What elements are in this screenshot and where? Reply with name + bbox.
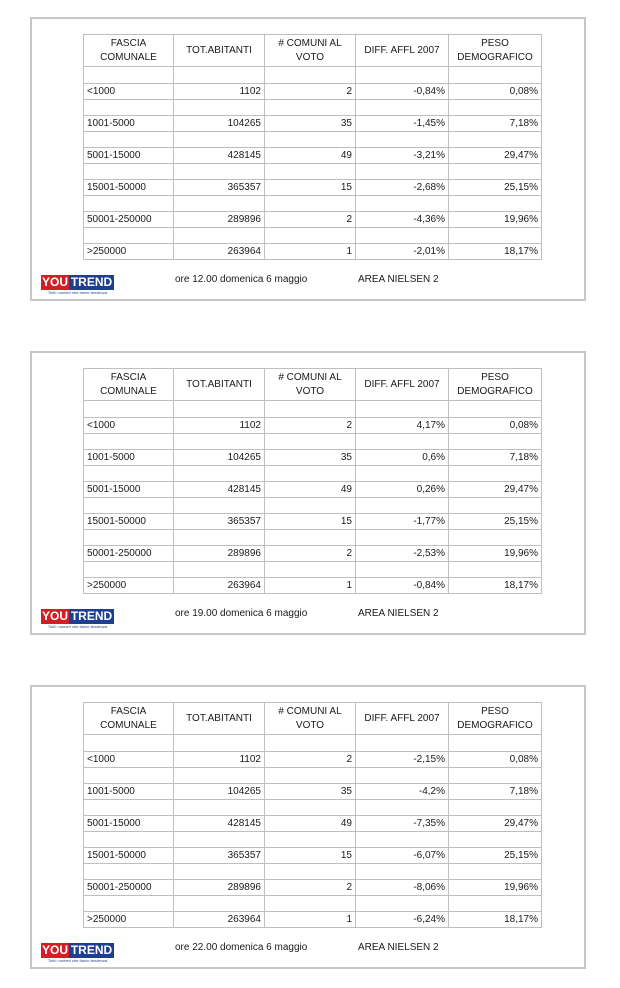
- cell-fascia: 50001-250000: [84, 212, 174, 228]
- table-row: [84, 212, 542, 228]
- table-panel-2200: [30, 685, 586, 969]
- logo-you-text: YOU: [41, 275, 68, 289]
- cell-comuni: 49: [265, 816, 356, 832]
- spacer-cell: [356, 735, 449, 752]
- spacer-cell: [356, 800, 449, 816]
- cell-fascia: 1001-5000: [84, 450, 174, 466]
- cell-fascia: 15001-50000: [84, 514, 174, 530]
- spacer-cell: [84, 434, 174, 450]
- area-label: AREA NIELSEN 2: [358, 942, 439, 953]
- spacer-cell: [449, 530, 542, 546]
- cell-abitanti: 365357: [174, 180, 265, 196]
- spacer-cell: [265, 864, 356, 880]
- spacer-cell: [356, 530, 449, 546]
- cell-fascia: <1000: [84, 84, 174, 100]
- spacer-cell: [174, 530, 265, 546]
- spacer-cell: [265, 164, 356, 180]
- spacer-cell: [449, 864, 542, 880]
- spacer-cell: [265, 530, 356, 546]
- cell-diff: -4,36%: [356, 212, 449, 228]
- table-header-row: [84, 369, 542, 401]
- cell-fascia: >250000: [84, 244, 174, 260]
- youtrend-logo: [41, 275, 114, 296]
- cell-abitanti: 1102: [174, 418, 265, 434]
- spacer-cell: [449, 100, 542, 116]
- col-header-peso: PESO DEMOGRAFICO: [449, 703, 542, 735]
- turnout-table: [83, 368, 542, 594]
- cell-abitanti: 263964: [174, 912, 265, 928]
- table-panel-1200: [30, 17, 586, 301]
- cell-diff: -7,35%: [356, 816, 449, 832]
- cell-comuni: 15: [265, 514, 356, 530]
- cell-peso: 25,15%: [449, 514, 542, 530]
- cell-fascia: 5001-15000: [84, 148, 174, 164]
- spacer-cell: [449, 562, 542, 578]
- cell-comuni: 2: [265, 212, 356, 228]
- spacer-cell: [356, 896, 449, 912]
- spacer-cell: [84, 530, 174, 546]
- spacer-row: [84, 530, 542, 546]
- spacer-row: [84, 196, 542, 212]
- cell-diff: -6,24%: [356, 912, 449, 928]
- cell-diff: 0,6%: [356, 450, 449, 466]
- spacer-cell: [84, 832, 174, 848]
- cell-abitanti: 428145: [174, 148, 265, 164]
- spacer-cell: [265, 401, 356, 418]
- spacer-cell: [449, 800, 542, 816]
- spacer-row: [84, 896, 542, 912]
- cell-abitanti: 289896: [174, 212, 265, 228]
- table-row: [84, 148, 542, 164]
- cell-comuni: 15: [265, 180, 356, 196]
- spacer-cell: [174, 196, 265, 212]
- table-row: [84, 752, 542, 768]
- cell-peso: 19,96%: [449, 546, 542, 562]
- cell-diff: -2,15%: [356, 752, 449, 768]
- area-label: AREA NIELSEN 2: [358, 608, 439, 619]
- col-header-abitanti: TOT.ABITANTI: [174, 35, 265, 67]
- table-row: [84, 450, 542, 466]
- cell-comuni: 1: [265, 244, 356, 260]
- cell-abitanti: 289896: [174, 880, 265, 896]
- spacer-cell: [449, 735, 542, 752]
- turnout-table: [83, 34, 542, 260]
- table-row: [84, 578, 542, 594]
- spacer-row: [84, 832, 542, 848]
- cell-peso: 0,08%: [449, 84, 542, 100]
- spacer-cell: [84, 67, 174, 84]
- table-header-row: [84, 35, 542, 67]
- spacer-cell: [265, 132, 356, 148]
- spacer-cell: [84, 132, 174, 148]
- cell-abitanti: 1102: [174, 84, 265, 100]
- spacer-cell: [174, 832, 265, 848]
- col-header-abitanti: TOT.ABITANTI: [174, 369, 265, 401]
- cell-peso: 0,08%: [449, 418, 542, 434]
- spacer-cell: [356, 864, 449, 880]
- spacer-cell: [449, 67, 542, 84]
- logo-you-text: YOU: [41, 943, 68, 957]
- cell-diff: 0,26%: [356, 482, 449, 498]
- cell-peso: 7,18%: [449, 784, 542, 800]
- col-header-fascia: FASCIA COMUNALE: [84, 703, 174, 735]
- spacer-cell: [174, 67, 265, 84]
- time-label: ore 19.00 domenica 6 maggio: [175, 608, 308, 619]
- youtrend-logo: [41, 609, 114, 630]
- spacer-cell: [356, 498, 449, 514]
- cell-abitanti: 104265: [174, 784, 265, 800]
- spacer-cell: [265, 228, 356, 244]
- col-header-comuni: # COMUNI AL VOTO: [265, 35, 356, 67]
- spacer-cell: [84, 164, 174, 180]
- table-row: [84, 418, 542, 434]
- logo-tagline: Tutti i numeri che fanno tendenza: [41, 958, 114, 964]
- spacer-cell: [449, 196, 542, 212]
- col-header-peso: PESO DEMOGRAFICO: [449, 369, 542, 401]
- cell-peso: 19,96%: [449, 880, 542, 896]
- spacer-cell: [356, 466, 449, 482]
- cell-diff: -6,07%: [356, 848, 449, 864]
- spacer-cell: [174, 228, 265, 244]
- spacer-cell: [265, 67, 356, 84]
- cell-abitanti: 1102: [174, 752, 265, 768]
- cell-fascia: 50001-250000: [84, 880, 174, 896]
- spacer-row: [84, 401, 542, 418]
- spacer-row: [84, 100, 542, 116]
- cell-peso: 0,08%: [449, 752, 542, 768]
- cell-fascia: 5001-15000: [84, 482, 174, 498]
- col-header-comuni: # COMUNI AL VOTO: [265, 703, 356, 735]
- spacer-cell: [84, 735, 174, 752]
- cell-abitanti: 428145: [174, 482, 265, 498]
- cell-comuni: 2: [265, 546, 356, 562]
- cell-peso: 25,15%: [449, 180, 542, 196]
- spacer-cell: [174, 434, 265, 450]
- spacer-cell: [356, 832, 449, 848]
- spacer-cell: [84, 768, 174, 784]
- spacer-cell: [265, 768, 356, 784]
- cell-fascia: 1001-5000: [84, 116, 174, 132]
- spacer-row: [84, 800, 542, 816]
- cell-peso: 18,17%: [449, 244, 542, 260]
- cell-abitanti: 104265: [174, 116, 265, 132]
- cell-fascia: >250000: [84, 912, 174, 928]
- cell-comuni: 35: [265, 784, 356, 800]
- col-header-fascia: FASCIA COMUNALE: [84, 369, 174, 401]
- cell-fascia: 15001-50000: [84, 180, 174, 196]
- area-label: AREA NIELSEN 2: [358, 274, 439, 285]
- spacer-cell: [265, 562, 356, 578]
- spacer-row: [84, 562, 542, 578]
- spacer-cell: [449, 401, 542, 418]
- spacer-cell: [84, 896, 174, 912]
- cell-diff: -2,68%: [356, 180, 449, 196]
- cell-peso: 18,17%: [449, 578, 542, 594]
- cell-fascia: <1000: [84, 752, 174, 768]
- spacer-row: [84, 768, 542, 784]
- cell-abitanti: 365357: [174, 848, 265, 864]
- spacer-cell: [356, 562, 449, 578]
- spacer-cell: [174, 498, 265, 514]
- col-header-diff: DIFF. AFFL 2007: [356, 703, 449, 735]
- cell-diff: -3,21%: [356, 148, 449, 164]
- col-header-fascia: FASCIA COMUNALE: [84, 35, 174, 67]
- spacer-cell: [449, 832, 542, 848]
- spacer-cell: [174, 735, 265, 752]
- spacer-cell: [356, 401, 449, 418]
- spacer-row: [84, 228, 542, 244]
- spacer-cell: [265, 896, 356, 912]
- cell-abitanti: 263964: [174, 244, 265, 260]
- spacer-row: [84, 498, 542, 514]
- cell-diff: -0,84%: [356, 84, 449, 100]
- spacer-cell: [84, 562, 174, 578]
- cell-diff: -1,45%: [356, 116, 449, 132]
- spacer-cell: [356, 768, 449, 784]
- cell-abitanti: 263964: [174, 578, 265, 594]
- cell-diff: -4,2%: [356, 784, 449, 800]
- spacer-cell: [174, 768, 265, 784]
- cell-diff: -0,84%: [356, 578, 449, 594]
- cell-diff: -8,06%: [356, 880, 449, 896]
- spacer-cell: [449, 132, 542, 148]
- spacer-cell: [84, 100, 174, 116]
- cell-peso: 29,47%: [449, 816, 542, 832]
- cell-comuni: 2: [265, 418, 356, 434]
- spacer-row: [84, 735, 542, 752]
- cell-comuni: 1: [265, 912, 356, 928]
- cell-comuni: 49: [265, 148, 356, 164]
- spacer-cell: [265, 434, 356, 450]
- spacer-cell: [84, 401, 174, 418]
- cell-abitanti: 104265: [174, 450, 265, 466]
- table-row: [84, 816, 542, 832]
- logo-trend-text: TREND: [70, 275, 113, 289]
- col-header-comuni: # COMUNI AL VOTO: [265, 369, 356, 401]
- turnout-table: [83, 702, 542, 928]
- cell-peso: 29,47%: [449, 482, 542, 498]
- logo-tagline: Tutti i numeri che fanno tendenza: [41, 290, 114, 296]
- spacer-cell: [356, 100, 449, 116]
- spacer-cell: [174, 401, 265, 418]
- cell-comuni: 49: [265, 482, 356, 498]
- cell-peso: 29,47%: [449, 148, 542, 164]
- cell-peso: 25,15%: [449, 848, 542, 864]
- youtrend-logo: [41, 943, 114, 964]
- cell-diff: -2,01%: [356, 244, 449, 260]
- spacer-cell: [449, 768, 542, 784]
- table-row: [84, 116, 542, 132]
- spacer-row: [84, 434, 542, 450]
- cell-diff: 4,17%: [356, 418, 449, 434]
- cell-fascia: >250000: [84, 578, 174, 594]
- spacer-cell: [265, 100, 356, 116]
- cell-peso: 7,18%: [449, 116, 542, 132]
- cell-comuni: 2: [265, 752, 356, 768]
- spacer-cell: [449, 434, 542, 450]
- spacer-cell: [174, 132, 265, 148]
- spacer-cell: [449, 896, 542, 912]
- cell-abitanti: 289896: [174, 546, 265, 562]
- spacer-cell: [265, 735, 356, 752]
- cell-abitanti: 365357: [174, 514, 265, 530]
- spacer-cell: [265, 498, 356, 514]
- cell-comuni: 35: [265, 116, 356, 132]
- spacer-cell: [356, 228, 449, 244]
- spacer-cell: [449, 164, 542, 180]
- time-label: ore 12.00 domenica 6 maggio: [175, 274, 308, 285]
- spacer-cell: [356, 196, 449, 212]
- cell-fascia: 15001-50000: [84, 848, 174, 864]
- spacer-row: [84, 132, 542, 148]
- logo-tagline: Tutti i numeri che fanno tendenza: [41, 624, 114, 630]
- table-row: [84, 912, 542, 928]
- table-header-row: [84, 703, 542, 735]
- spacer-cell: [356, 164, 449, 180]
- cell-comuni: 2: [265, 84, 356, 100]
- spacer-cell: [84, 864, 174, 880]
- table-row: [84, 180, 542, 196]
- cell-fascia: <1000: [84, 418, 174, 434]
- table-panel-1900: [30, 351, 586, 635]
- logo-trend-text: TREND: [70, 609, 113, 623]
- cell-comuni: 2: [265, 880, 356, 896]
- spacer-cell: [265, 800, 356, 816]
- spacer-row: [84, 864, 542, 880]
- spacer-row: [84, 67, 542, 84]
- cell-peso: 7,18%: [449, 450, 542, 466]
- spacer-cell: [174, 562, 265, 578]
- cell-peso: 19,96%: [449, 212, 542, 228]
- table-row: [84, 546, 542, 562]
- logo-you-text: YOU: [41, 609, 68, 623]
- spacer-row: [84, 466, 542, 482]
- logo-trend-text: TREND: [70, 943, 113, 957]
- spacer-cell: [449, 228, 542, 244]
- col-header-diff: DIFF. AFFL 2007: [356, 369, 449, 401]
- col-header-abitanti: TOT.ABITANTI: [174, 703, 265, 735]
- spacer-cell: [84, 196, 174, 212]
- spacer-cell: [174, 896, 265, 912]
- cell-peso: 18,17%: [449, 912, 542, 928]
- table-row: [84, 514, 542, 530]
- spacer-cell: [174, 100, 265, 116]
- spacer-cell: [449, 498, 542, 514]
- spacer-cell: [174, 800, 265, 816]
- cell-diff: -1,77%: [356, 514, 449, 530]
- spacer-cell: [265, 832, 356, 848]
- spacer-cell: [265, 196, 356, 212]
- spacer-cell: [84, 800, 174, 816]
- table-row: [84, 784, 542, 800]
- table-row: [84, 84, 542, 100]
- spacer-cell: [265, 466, 356, 482]
- table-row: [84, 482, 542, 498]
- spacer-cell: [84, 498, 174, 514]
- spacer-cell: [84, 228, 174, 244]
- cell-comuni: 1: [265, 578, 356, 594]
- col-header-diff: DIFF. AFFL 2007: [356, 35, 449, 67]
- spacer-cell: [174, 864, 265, 880]
- cell-comuni: 15: [265, 848, 356, 864]
- cell-fascia: 5001-15000: [84, 816, 174, 832]
- table-row: [84, 880, 542, 896]
- table-row: [84, 244, 542, 260]
- cell-fascia: 50001-250000: [84, 546, 174, 562]
- spacer-cell: [356, 132, 449, 148]
- spacer-cell: [356, 67, 449, 84]
- table-row: [84, 848, 542, 864]
- spacer-cell: [174, 164, 265, 180]
- spacer-cell: [356, 434, 449, 450]
- cell-comuni: 35: [265, 450, 356, 466]
- time-label: ore 22.00 domenica 6 maggio: [175, 942, 308, 953]
- cell-diff: -2,53%: [356, 546, 449, 562]
- col-header-peso: PESO DEMOGRAFICO: [449, 35, 542, 67]
- spacer-cell: [84, 466, 174, 482]
- spacer-cell: [449, 466, 542, 482]
- spacer-cell: [174, 466, 265, 482]
- cell-abitanti: 428145: [174, 816, 265, 832]
- cell-fascia: 1001-5000: [84, 784, 174, 800]
- spacer-row: [84, 164, 542, 180]
